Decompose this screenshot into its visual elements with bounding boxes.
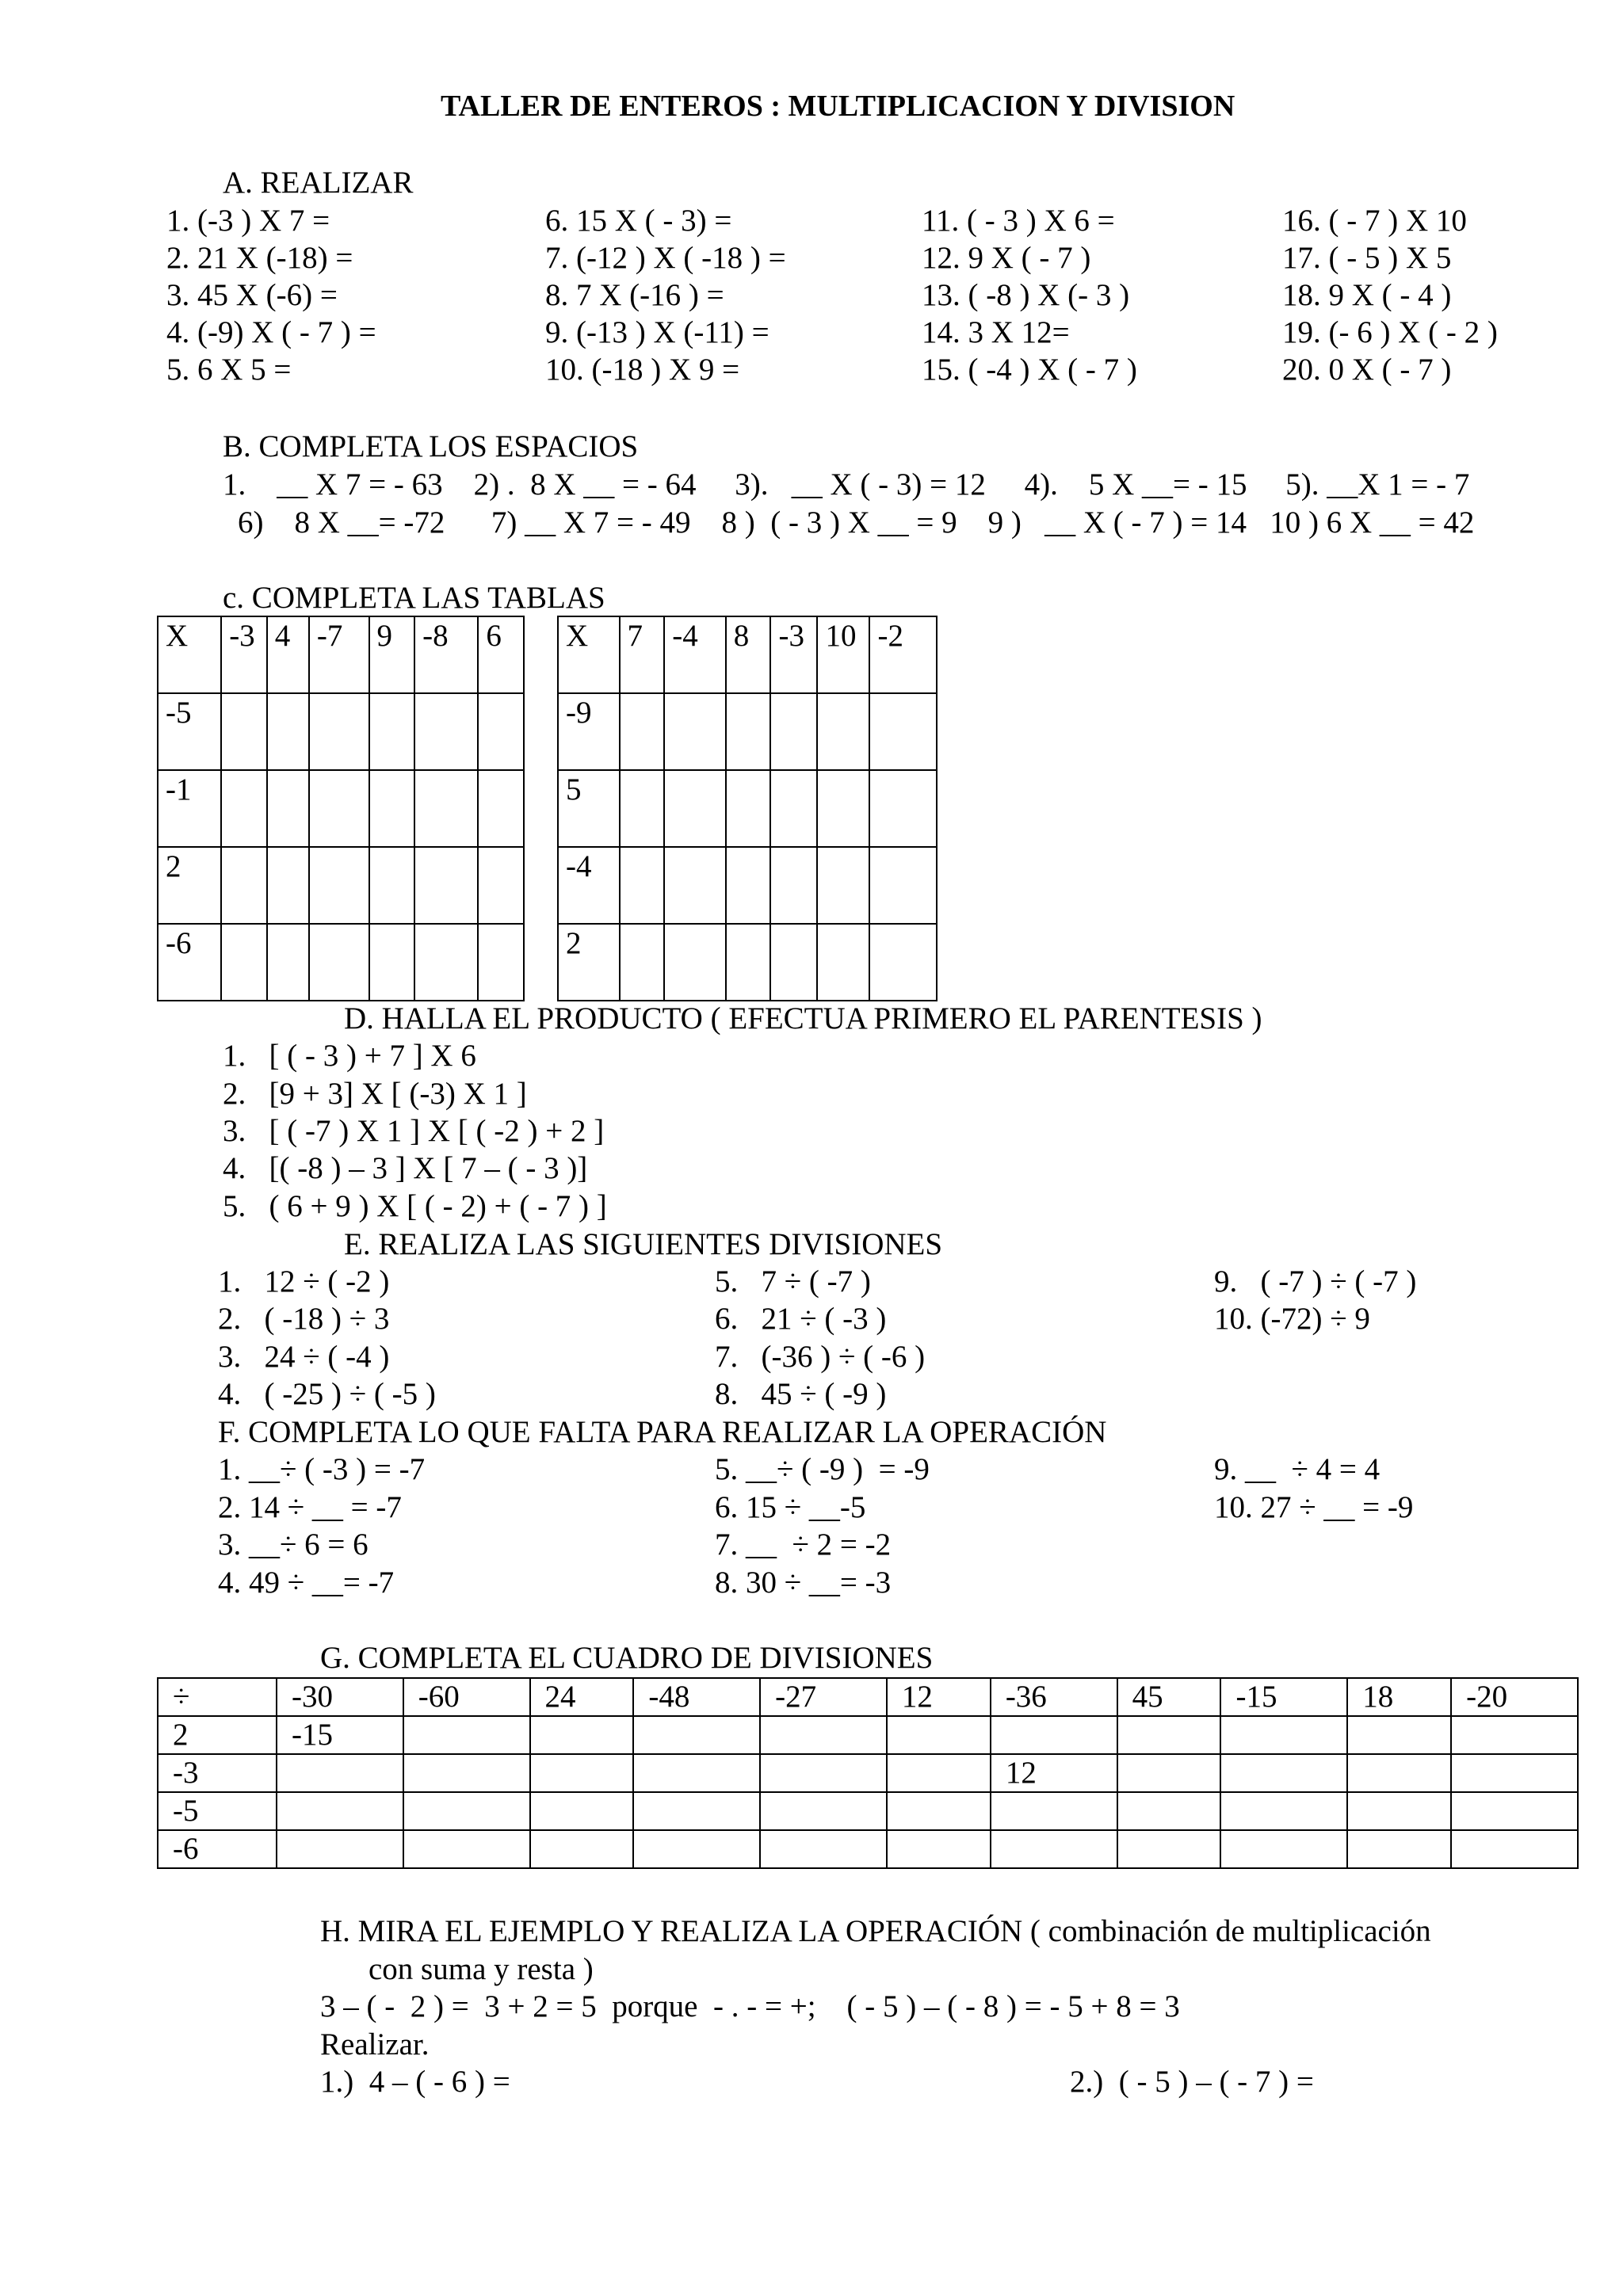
section-f-row (218, 1451, 1486, 1489)
answer-cell[interactable] (726, 924, 771, 1001)
answer-cell[interactable] (1117, 1716, 1221, 1754)
answer-cell[interactable] (633, 1792, 760, 1830)
table-row-label: 2 (158, 847, 221, 924)
table-header-cell: -27 (760, 1678, 887, 1716)
exercise-item: 13. ( -8 ) X (- 3 ) (922, 278, 1130, 312)
table-corner: X (158, 616, 221, 693)
table-row-label: -5 (158, 1792, 277, 1830)
list-item: 5. ( 6 + 9 ) X [ ( - 2) + ( - 7 ) ] (223, 1189, 607, 1223)
exercise-item: 10. (-18 ) X 9 = (545, 353, 740, 387)
exercise-item: 11. ( - 3 ) X 6 = (922, 204, 1115, 238)
list-item: 6. 21 ÷ ( -3 ) (715, 1302, 887, 1336)
exercise-item: 15. ( -4 ) X ( - 7 ) (922, 353, 1137, 387)
answer-cell[interactable] (633, 1830, 760, 1868)
table-corner: X (558, 616, 620, 693)
answer-cell[interactable] (817, 770, 869, 847)
table-header-cell: -7 (309, 616, 369, 693)
answer-cell[interactable] (309, 770, 369, 847)
answer-cell[interactable] (403, 1830, 530, 1868)
list-item: 1. [ ( - 3 ) + 7 ] X 6 (223, 1039, 476, 1073)
answer-cell[interactable] (1117, 1754, 1221, 1792)
answer-cell[interactable] (664, 693, 726, 770)
answer-cell[interactable] (414, 770, 478, 847)
answer-cell[interactable] (664, 770, 726, 847)
answer-cell[interactable]: 12 (991, 1754, 1117, 1792)
answer-cell[interactable] (869, 847, 937, 924)
answer-cell[interactable] (620, 693, 665, 770)
answer-cell[interactable] (1347, 1716, 1451, 1754)
list-item: 8. 45 ÷ ( -9 ) (715, 1377, 887, 1411)
table-header-cell: 18 (1347, 1678, 1451, 1716)
answer-cell[interactable] (221, 770, 267, 847)
answer-cell[interactable] (887, 1716, 991, 1754)
list-item: 3. __÷ 6 = 6 (218, 1527, 369, 1562)
answer-cell[interactable] (267, 847, 309, 924)
table-header-cell: -2 (869, 616, 937, 693)
section-g-heading: G. COMPLETA EL CUADRO DE DIVISIONES (320, 1641, 934, 1675)
table-header-cell: 4 (267, 616, 309, 693)
answer-cell[interactable] (277, 1830, 403, 1868)
answer-cell[interactable] (991, 1716, 1117, 1754)
answer-cell[interactable] (633, 1716, 760, 1754)
answer-cell[interactable] (530, 1754, 634, 1792)
answer-cell[interactable] (403, 1792, 530, 1830)
answer-cell[interactable] (369, 693, 415, 770)
exercise-item: 12. 9 X ( - 7 ) (922, 241, 1091, 275)
multiplication-table-1 (157, 616, 525, 1001)
answer-cell[interactable] (620, 924, 665, 1001)
section-a-row (166, 240, 1514, 277)
answer-cell[interactable] (1220, 1716, 1347, 1754)
list-item: 1.) 4 – ( - 6 ) = (320, 2065, 510, 2099)
answer-cell[interactable] (664, 847, 726, 924)
table-row-label: -9 (558, 693, 620, 770)
list-item: 2. ( -18 ) ÷ 3 (218, 1302, 390, 1336)
table-row-label: -5 (158, 693, 221, 770)
table-header-cell: -4 (664, 616, 726, 693)
answer-cell[interactable] (530, 1830, 634, 1868)
list-item: 1. 12 ÷ ( -2 ) (218, 1264, 390, 1299)
exercise-item: 14. 3 X 12= (922, 315, 1070, 349)
answer-cell[interactable] (869, 693, 937, 770)
section-f-row (218, 1527, 1486, 1564)
section-a-row (166, 352, 1514, 389)
table-header-cell: -3 (770, 616, 817, 693)
list-item: 10. 27 ÷ __ = -9 (1214, 1490, 1414, 1524)
table-row-label: -3 (158, 1754, 277, 1792)
answer-cell[interactable] (991, 1830, 1117, 1868)
list-item: 10. (-72) ÷ 9 (1214, 1302, 1370, 1336)
table-row-label: 2 (158, 1716, 277, 1754)
section-a-heading: A. REALIZAR (223, 166, 414, 200)
answer-cell[interactable] (414, 847, 478, 924)
section-h-heading: H. MIRA EL EJEMPLO Y REALIZA LA OPERACIÓN ( combinación de multiplicación (320, 1914, 1431, 1948)
table-header-cell: -48 (633, 1678, 760, 1716)
division-table (157, 1677, 1579, 1869)
answer-cell[interactable] (267, 924, 309, 1001)
answer-cell[interactable] (221, 924, 267, 1001)
section-a-row (166, 315, 1514, 352)
exercise-item: 4. (-9) X ( - 7 ) = (166, 315, 376, 349)
table-header-cell: -8 (414, 616, 478, 693)
answer-cell[interactable] (414, 693, 478, 770)
table-header-cell: -30 (277, 1678, 403, 1716)
answer-cell[interactable] (369, 924, 415, 1001)
answer-cell[interactable] (478, 924, 524, 1001)
table-corner: ÷ (158, 1678, 277, 1716)
answer-cell[interactable]: -15 (277, 1716, 403, 1754)
section-e-row (218, 1339, 1486, 1376)
table-header-cell: 45 (1117, 1678, 1221, 1716)
answer-cell[interactable] (309, 693, 369, 770)
table-row-label: -1 (158, 770, 221, 847)
list-item: 7. (-36 ) ÷ ( -6 ) (715, 1340, 926, 1374)
exercise-item: 18. 9 X ( - 4 ) (1282, 278, 1452, 312)
answer-cell[interactable] (760, 1716, 887, 1754)
table-header-cell: 9 (369, 616, 415, 693)
answer-cell[interactable] (221, 847, 267, 924)
exercise-item: 3. 45 X (-6) = (166, 278, 338, 312)
table-header-cell: -60 (403, 1678, 530, 1716)
table-header-cell: 8 (726, 616, 771, 693)
answer-cell[interactable] (760, 1754, 887, 1792)
list-item: 6. 15 ÷ __-5 (715, 1490, 866, 1524)
answer-cell[interactable] (620, 770, 665, 847)
list-item: 1. __÷ ( -3 ) = -7 (218, 1452, 426, 1486)
table-header-cell: 24 (530, 1678, 634, 1716)
list-item: 2. 14 ÷ __ = -7 (218, 1490, 402, 1524)
table-header-cell: -20 (1451, 1678, 1578, 1716)
answer-cell[interactable] (1347, 1830, 1451, 1868)
table-header-cell: 6 (478, 616, 524, 693)
list-item: 2. [9 + 3] X [ (-3) X 1 ] (223, 1077, 527, 1111)
exercise-item: 8. 7 X (-16 ) = (545, 278, 724, 312)
section-e-row (218, 1301, 1486, 1338)
section-f-row (218, 1565, 1486, 1602)
answer-cell[interactable] (887, 1754, 991, 1792)
list-item: 8. 30 ÷ __= -3 (715, 1566, 892, 1600)
answer-cell[interactable] (817, 924, 869, 1001)
exercise-item: 7. (-12 ) X ( -18 ) = (545, 241, 786, 275)
answer-cell[interactable] (726, 847, 771, 924)
answer-cell[interactable] (403, 1716, 530, 1754)
section-a-row (166, 277, 1514, 315)
list-item: 4. [( -8 ) – 3 ] X [ 7 – ( - 3 )] (223, 1151, 588, 1185)
list-item: 3. [ ( -7 ) X 1 ] X [ ( -2 ) + 2 ] (223, 1114, 605, 1148)
page-title: TALLER DE ENTEROS : MULTIPLICACION Y DIVISION (441, 90, 1235, 123)
answer-cell[interactable] (277, 1754, 403, 1792)
section-b-heading: B. COMPLETA LOS ESPACIOS (223, 429, 639, 463)
table-row-label: 5 (558, 770, 620, 847)
section-b-line: 6) 8 X __= -72 7) __ X 7 = - 49 8 ) ( - 3 ) X __ = 9 9 ) __ X ( - 7 ) = 14 10 ) 6 X __ = 42 (238, 505, 1475, 540)
list-item: 4. ( -25 ) ÷ ( -5 ) (218, 1377, 436, 1411)
answer-cell[interactable] (760, 1830, 887, 1868)
section-b-line: 1. __ X 7 = - 63 2) . 8 X __ = - 64 3). __ X ( - 3) = 12 4). 5 X __= - 15 5). __X 1 = - 7 (223, 467, 1470, 502)
list-item: 5. 7 ÷ ( -7 ) (715, 1264, 871, 1299)
answer-cell[interactable] (869, 770, 937, 847)
answer-cell[interactable] (887, 1792, 991, 1830)
answer-cell[interactable] (530, 1792, 634, 1830)
answer-cell[interactable] (817, 847, 869, 924)
section-h-heading-continued: con suma y resta ) (369, 1952, 594, 1986)
answer-cell[interactable] (369, 847, 415, 924)
section-a-row (166, 203, 1514, 240)
exercise-item: 5. 6 X 5 = (166, 353, 292, 387)
section-h-realizar: Realizar. (320, 2027, 430, 2061)
answer-cell[interactable] (1220, 1792, 1347, 1830)
answer-cell[interactable] (770, 847, 817, 924)
list-item: 2.) ( - 5 ) – ( - 7 ) = (1070, 2065, 1314, 2099)
answer-cell[interactable] (267, 693, 309, 770)
table-row-label: 2 (558, 924, 620, 1001)
answer-cell[interactable] (1117, 1830, 1221, 1868)
answer-cell[interactable] (267, 770, 309, 847)
answer-cell[interactable] (1451, 1792, 1578, 1830)
answer-cell[interactable] (726, 770, 771, 847)
answer-cell[interactable] (369, 770, 415, 847)
table-row-label: -4 (558, 847, 620, 924)
exercise-item: 16. ( - 7 ) X 10 (1282, 204, 1467, 238)
answer-cell[interactable] (817, 693, 869, 770)
answer-cell[interactable] (760, 1792, 887, 1830)
answer-cell[interactable] (991, 1792, 1117, 1830)
answer-cell[interactable] (478, 693, 524, 770)
list-item: 5. __÷ ( -9 ) = -9 (715, 1452, 930, 1486)
answer-cell[interactable] (1451, 1754, 1578, 1792)
exercise-item: 6. 15 X ( - 3) = (545, 204, 732, 238)
list-item: 7. __ ÷ 2 = -2 (715, 1527, 892, 1562)
list-item: 3. 24 ÷ ( -4 ) (218, 1340, 390, 1374)
answer-cell[interactable] (1347, 1754, 1451, 1792)
list-item: 9. __ ÷ 4 = 4 (1214, 1452, 1381, 1486)
answer-cell[interactable] (309, 924, 369, 1001)
answer-cell[interactable] (620, 847, 665, 924)
table-header-cell: -15 (1220, 1678, 1347, 1716)
exercise-item: 9. (-13 ) X (-11) = (545, 315, 769, 349)
exercise-item: 19. (- 6 ) X ( - 2 ) (1282, 315, 1498, 349)
table-header-cell: 10 (817, 616, 869, 693)
section-f-heading: F. COMPLETA LO QUE FALTA PARA REALIZAR LA OPERACIÓN (218, 1415, 1107, 1449)
answer-cell[interactable] (726, 693, 771, 770)
answer-cell[interactable] (770, 924, 817, 1001)
answer-cell[interactable] (1347, 1792, 1451, 1830)
answer-cell[interactable] (277, 1792, 403, 1830)
answer-cell[interactable] (1117, 1792, 1221, 1830)
answer-cell[interactable] (221, 693, 267, 770)
answer-cell[interactable] (869, 924, 937, 1001)
table-row-label: -6 (158, 1830, 277, 1868)
section-e-row (218, 1264, 1486, 1301)
section-e-row (218, 1376, 1486, 1413)
answer-cell[interactable] (1451, 1716, 1578, 1754)
table-header-cell: 7 (620, 616, 665, 693)
answer-cell[interactable] (1451, 1830, 1578, 1868)
exercise-item: 17. ( - 5 ) X 5 (1282, 241, 1452, 275)
table-row-label: -6 (158, 924, 221, 1001)
list-item: 4. 49 ÷ __= -7 (218, 1566, 395, 1600)
answer-cell[interactable] (414, 924, 478, 1001)
exercise-item: 1. (-3 ) X 7 = (166, 204, 330, 238)
answer-cell[interactable] (664, 924, 726, 1001)
section-h-example: 3 – ( - 2 ) = 3 + 2 = 5 porque - . - = +; ( - 5 ) – ( - 8 ) = - 5 + 8 = 3 (320, 1989, 1180, 2023)
table-header-cell: -36 (991, 1678, 1117, 1716)
table-header-cell: 12 (887, 1678, 991, 1716)
section-c-heading: c. COMPLETA LAS TABLAS (223, 581, 605, 615)
answer-cell[interactable] (1220, 1754, 1347, 1792)
list-item: 9. ( -7 ) ÷ ( -7 ) (1214, 1264, 1417, 1299)
section-f-row (218, 1489, 1486, 1527)
answer-cell[interactable] (478, 770, 524, 847)
answer-cell[interactable] (887, 1830, 991, 1868)
multiplication-table-2 (557, 616, 938, 1001)
section-e-heading: E. REALIZA LAS SIGUIENTES DIVISIONES (344, 1227, 943, 1261)
answer-cell[interactable] (478, 847, 524, 924)
table-header-cell: -3 (221, 616, 267, 693)
answer-cell[interactable] (309, 847, 369, 924)
answer-cell[interactable] (403, 1754, 530, 1792)
answer-cell[interactable] (1220, 1830, 1347, 1868)
exercise-item: 20. 0 X ( - 7 ) (1282, 353, 1452, 387)
answer-cell[interactable] (770, 770, 817, 847)
section-d-heading: D. HALLA EL PRODUCTO ( EFECTUA PRIMERO EL PARENTESIS ) (344, 1001, 1262, 1035)
answer-cell[interactable] (633, 1754, 760, 1792)
exercise-item: 2. 21 X (-18) = (166, 241, 353, 275)
answer-cell[interactable] (530, 1716, 634, 1754)
answer-cell[interactable] (770, 693, 817, 770)
